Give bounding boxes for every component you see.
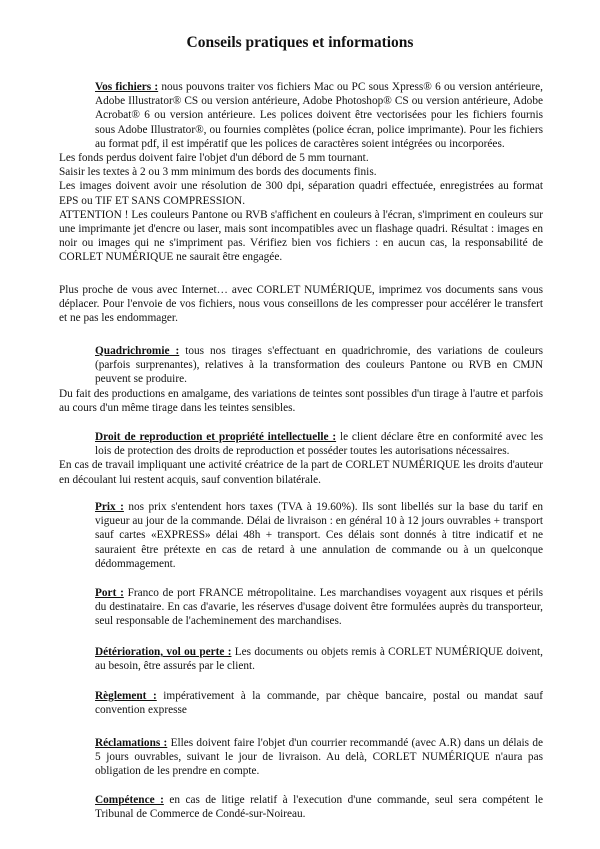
section-heading: Compétence : [95, 794, 164, 806]
section-heading: Port : [95, 587, 124, 599]
section-paragraph [59, 793, 543, 821]
section-text: nous pouvons traiter vos fichiers Mac ou PC sous Xpress® 6 ou version antérieure, Adobe Illustrator® CS ou version antérieure, Adobe Photoshop® CS ou version antérieure, Adobe Acrobat® 6 ou version antérieure. Les polices doivent être vectorisées pour les fichiers fournis sous Adobe Illustrator®, ou fournies complètes (police écran, police imprimante). Pour les fichiers au format pdf, il est impératif que les polices de caractères soient intégrées ou incorporées. [95, 81, 543, 150]
section-heading: Réclamations : [95, 737, 168, 749]
section-text: Les documents ou objets remis à CORLET NUMÉRIQUE doivent, au besoin, être assurés par le client. [95, 646, 543, 673]
section-text: Les images doivent avoir une résolution de 300 dpi, séparation quadri effectuée, enregistrées au format EPS ou TIF ET SANS COMPRESSION. [59, 180, 543, 207]
section-deterioration [59, 645, 543, 673]
section-text: Franco de port FRANCE métropolitaine. Les marchandises voyagent aux risques et périls du destinataire. En cas d'avarie, les réserves d'usage doivent être formulées auprès du transporteur, seul responsable de l'acheminement des marchandises. [95, 587, 543, 628]
section-heading: Détérioration, vol ou perte : [95, 646, 232, 658]
page-title: Conseils pratiques et informations [186, 34, 414, 51]
section-heading: Vos fichiers : [95, 81, 159, 93]
section-text: En cas de travail impliquant une activité créatrice de la part de CORLET NUMÉRIQUE les droits d'auteur en découlant lui restent acquis, sauf convention bilatérale. [59, 459, 543, 486]
section-quadrichromie [59, 344, 543, 415]
section-paragraph [59, 344, 543, 387]
section-paragraph [59, 586, 543, 629]
section-text: Plus proche de vous avec Internet… avec CORLET NUMÉRIQUE, imprimez vos documents sans vous déplacer. Pour l'envoie de vos fichiers, nous vous conseillons de les compresser pour accélérer le transfert et ne pas les endommager. [59, 284, 543, 325]
section-droit-reproduction [59, 430, 543, 487]
section-text: Saisir les textes à 2 ou 3 mm minimum des bords des documents finis. [59, 166, 377, 179]
section-reglement [59, 689, 543, 717]
section-text: Les fonds perdus doivent faire l'objet d'un débord de 5 mm tournant. [59, 152, 369, 165]
section-paragraph [59, 430, 543, 458]
section-text: impérativement à la commande, par chèque bancaire, postal ou mandat sauf convention expresse [95, 690, 543, 717]
section-port [59, 586, 543, 629]
section-text: ATTENTION ! Les couleurs Pantone ou RVB s'affichent en couleurs à l'écran, s'impriment en couleurs sur une imprimante jet d'encre ou laser, mais sont incompatibles avec un flashage quadri. Résultat : images en noir ou images qui ne s'impriment pas. Vérifiez bien vos fichiers : en aucun cas, la responsabilité de CORLET NUMÉRIQUE ne saurait être engagée. [59, 208, 543, 264]
section-text: le client déclare être en conformité avec les lois de protection des droits de reproduction et posséder toutes les autorisations nécessaires. [95, 431, 543, 458]
section-heading: Règlement : [95, 690, 157, 702]
section-text: Du fait des productions en amalgame, des variations de teintes sont possibles d'un tirage à l'autre et parfois au cours d'un même tirage dans les teintes sensibles. [59, 387, 543, 414]
section-paragraph [59, 689, 543, 717]
section-internet [59, 283, 543, 326]
section-paragraph [59, 645, 543, 673]
section-paragraph [59, 500, 543, 571]
section-reclamations [59, 736, 543, 779]
section-heading: Droit de reproduction et propriété intellectuelle : [95, 431, 337, 443]
section-competence [59, 793, 543, 821]
section-text: tous nos tirages s'effectuant en quadrichromie, des variations de couleurs (parfois surprenantes), relatives à la transformation des couleurs Pantone ou RVB en CMJN peuvent se produire. [95, 345, 543, 386]
section-vos-fichiers [59, 80, 543, 265]
section-text: Elles doivent faire l'objet d'un courrier recommandé (avec A.R) dans un délais de 5 jours ouvrables, suivant le jour de livraison. Au delà, CORLET NUMÉRIQUE n'aura pas obligation de les prendre en compte. [95, 737, 543, 778]
section-heading: Prix : [95, 501, 124, 513]
section-paragraph [59, 736, 543, 779]
section-paragraph [59, 80, 543, 151]
section-text: en cas de litige relatif à l'execution d'une commande, seul sera compétent le Tribunal de Commerce de Condé-sur-Noireau. [95, 794, 543, 821]
section-prix [59, 500, 543, 571]
section-text: nos prix s'entendent hors taxes (TVA à 19.60%). Ils sont libellés sur la base du tarif en vigueur au jour de la commande. Délai de livraison : en général 10 à 12 jours ouvrables + transport sauf cartes «EXPRESS» délai 48h + transport. Ces délais sont donnés à titre indicatif et ne sauraient être prétexte en cas de retard à une annulation de commande ou à un quelconque dédommagement. [95, 501, 543, 570]
section-heading: Quadrichromie : [95, 345, 180, 357]
